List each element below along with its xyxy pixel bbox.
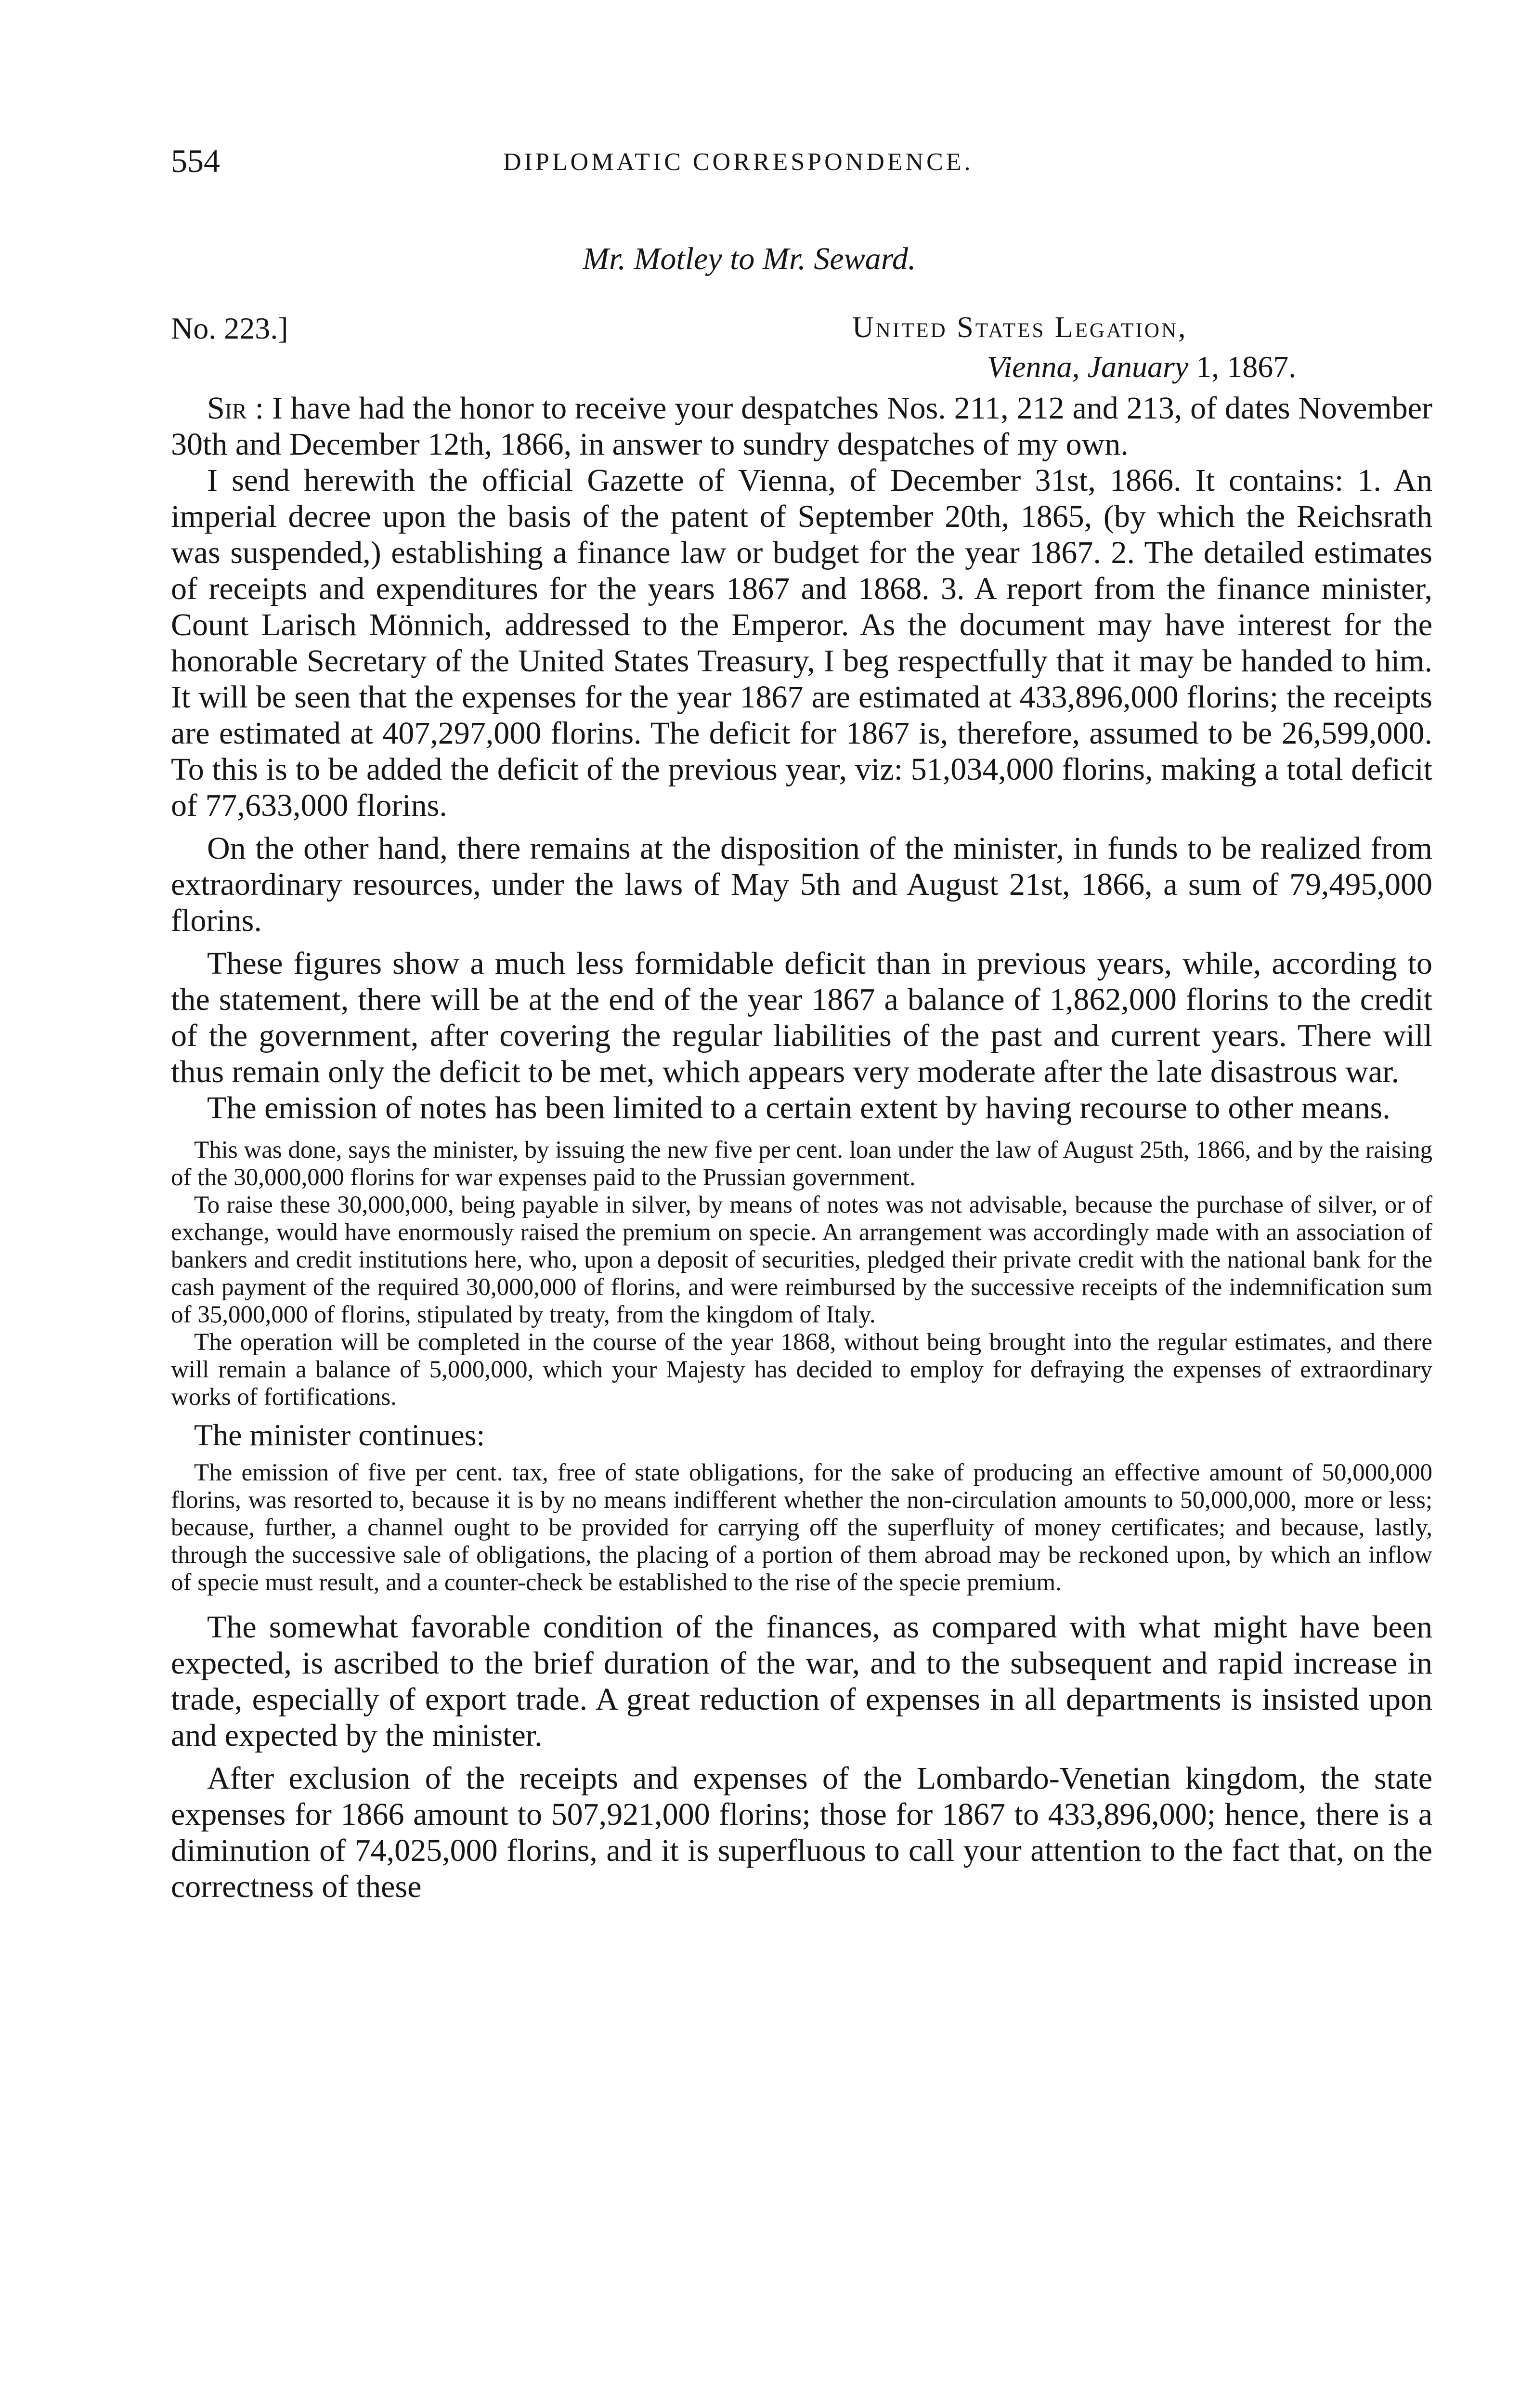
legation-name: United States Legation,: [852, 311, 1188, 344]
paragraph-gazette: I send herewith the official Gazette of Vienna, of December 31st, 1866. It contains: 1. An imperial decree upon the basis of the patent of September 20th, 1865, (by which the Reichsrath was suspended,) establishing a finance law or budget for the year 1867. 2. The detailed estimates of receipts and expenditures for the years 1867 and 1868. 3. A report from the finance minister, Count Larisch Mönnich, addressed to the Emperor. As the document may have interest for the honorable Secretary of the United States Treasury, I beg respectfully that it may be handed to him. It will be seen that the expenses for the year 1867 are estimated at 433,896,000 florins; the receipts are estimated at 407,297,000 florins. The deficit for 1867 is, therefore, assumed to be 26,599,000. To this is to be added the deficit of the previous year, viz: 51,034,000 florins, making a total deficit of 77,633,000 florins.: [171, 463, 1432, 823]
dateline-place: Vienna, January: [987, 350, 1189, 384]
dateline-day-year: 1, 1867.: [1188, 350, 1297, 384]
paragraph-extraordinary-resources: On the other hand, there remains at the disposition of the minister, in funds to be realized from extraordinary resources, under the laws of May 5th and August 21st, 1866, a sum of 79,495,000 florins.: [171, 831, 1432, 938]
letter-body: [171, 390, 1432, 1905]
quote-fortifications: The operation will be completed in the course of the year 1868, without being brought into the regular estimates, and there will remain a balance of 5,000,000, which your Majesty has decided to employ for defraying the expenses of extraordinary works of fortifications.: [171, 1329, 1432, 1411]
paragraph-lombardo-venetian: After exclusion of the receipts and expenses of the Lombardo-Venetian kingdom, the state expenses for 1866 amount to 507,921,000 florins; those for 1867 to 433,896,000; hence, there is a diminution of 74,025,000 florins, and it is superfluous to call your attention to the fact that, on the correctness of these: [171, 1761, 1432, 1904]
letter-heading: Mr. Motley to Mr. Seward.: [583, 241, 916, 276]
running-title: DIPLOMATIC CORRESPONDENCE.: [503, 148, 974, 176]
paragraph-salutation: [171, 390, 1432, 462]
quote-silver-payment: To raise these 30,000,000, being payable in silver, by means of notes was not advisable, because the purchase of silver, or of exchange, would have enormously raised the premium on specie. An arrangement was accordingly made with an association of bankers and credit institutions here, who, upon a deposit of securities, pledged their private credit with the national bank for the cash payment of the required 30,000,000 of florins, and were reimbursed by the successive receipts of the indemnification sum of 35,000,000 of florins, stipulated by treaty, from the kingdom of Italy.: [171, 1191, 1432, 1328]
running-header: [171, 142, 1432, 185]
dateline: [987, 349, 1296, 385]
salutation: Sir: [207, 391, 247, 426]
paragraph-emission-notes: The emission of notes has been limited to a certain extent by having recourse to other means.: [207, 1090, 1390, 1125]
despatch-number: No. 223.]: [171, 311, 288, 345]
paragraph-deficit-comparison: These figures show a much less formidable deficit than in previous years, while, according to the statement, there will be at the end of the year 1867 a balance of 1,862,000 florins to the credit of the government, after covering the regular liabilities of the past and current years. There will thus remain only the deficit to be met, which appears very moderate after the late disastrous war.: [171, 946, 1432, 1089]
paragraph-salutation-text: : I have had the honor to receive your despatches Nos. 211, 212 and 213, of dates November 30th and December 12th, 1866, in answer to sundry despatches of my own.: [171, 391, 1433, 462]
page-number: 554: [171, 143, 220, 179]
quote-loan: This was done, says the minister, by issuing the new five per cent. loan under the law of August 25th, 1866, and by the raising of the 30,000,000 florins for war expenses paid to the Prussian government.: [171, 1137, 1432, 1191]
paragraph-favorable-condition: The somewhat favorable condition of the finances, as compared with what might have been expected, is ascribed to the brief duration of the war, and to the subsequent and rapid increase in trade, especially of export trade. A great reduction of expenses in all departments is insisted upon and expected by the minister.: [171, 1610, 1432, 1753]
minister-continues: The minister continues:: [194, 1418, 485, 1452]
quote-five-per-cent: The emission of five per cent. tax, free of state obligations, for the sake of producing an effective amount of 50,000,000 florins, was resorted to, because it is by no means indifferent whether the non-circulation amounts to 50,000,000, more or less; because, further, a channel ought to be provided for carrying off the superfluity of money certificates; and because, lastly, through the successive sale of obligations, the placing of a portion of them abroad may be reckoned upon, by which an inflow of specie must result, and a counter-check be established to the rise of the specie premium.: [171, 1459, 1432, 1596]
